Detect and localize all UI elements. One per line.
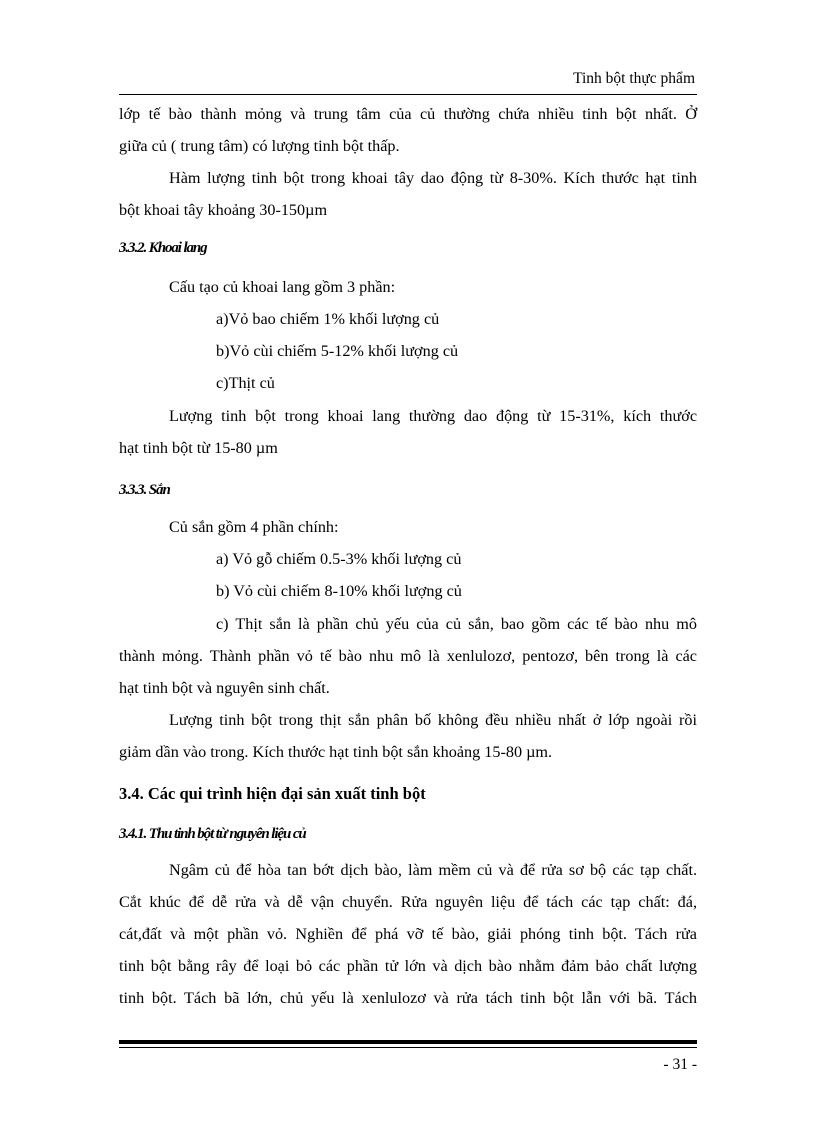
header-rule — [119, 94, 697, 95]
paragraph-root-starch-process — [119, 854, 697, 1014]
san-item-b: b) Vỏ cùi chiếm 8-10% khối lượng củ — [216, 582, 462, 600]
khoai-lang-item-c: c)Thịt củ — [216, 374, 275, 392]
text-line: cát,đất và một phần vỏ. Nghiền để phá vỡ tế bào, giải phóng tinh bột. Tách rửa — [119, 925, 697, 943]
khoai-lang-item-a: a)Vỏ bao chiếm 1% khối lượng củ — [216, 310, 440, 328]
paragraph-khoai-lang-starch — [119, 400, 697, 464]
page-number: - 31 - — [663, 1056, 697, 1073]
footer-rule-thin — [119, 1047, 697, 1048]
text-line: giảm dần vào trong. Kích thước hạt tinh bột sắn khoảng 15-80 µm. — [119, 743, 553, 761]
text-line: Lượng tinh bột trong khoai lang thường dao động từ 15-31%, kích thước — [169, 407, 697, 425]
text-line: hạt tinh bột từ 15-80 µm — [119, 439, 278, 457]
text-line: bột khoai tây khoảng 30-150µm — [119, 201, 328, 219]
paragraph-san-item-c — [119, 608, 697, 704]
text-line: Hàm lượng tinh bột trong khoai tây dao động từ 8-30%. Kích thước hạt tinh — [169, 169, 697, 187]
heading-3-3-2: 3.3.2. Khoai lang — [119, 240, 207, 256]
khoai-lang-item-b: b)Vỏ cùi chiếm 5-12% khối lượng củ — [216, 342, 459, 360]
text-line: tinh bột. Tách bã lớn, chủ yếu là xenlulozơ và rửa tách tinh bột lẫn với bã. Tách — [119, 989, 697, 1007]
heading-3-4: 3.4. Các qui trình hiện đại sản xuất tinh bột — [119, 784, 426, 803]
page-header-title: Tinh bột thực phẩm — [573, 70, 695, 87]
text-line: tinh bột bằng rây để loại bỏ các phần tử lớn và dịch bào nhằm đảm bảo chất lượng — [119, 957, 697, 975]
text-line: Ngâm củ để hòa tan bớt dịch bào, làm mềm củ và để rửa sơ bộ các tạp chất. — [169, 861, 697, 879]
text-line: thành mỏng. Thành phần vỏ tế bào nhu mô là xenlulozơ, pentozơ, bên trong là các — [119, 647, 697, 665]
heading-3-3-3: 3.3.3. Sắn — [119, 482, 170, 498]
san-item-a: a) Vỏ gỗ chiếm 0.5-3% khối lượng củ — [216, 550, 462, 568]
san-intro: Củ sắn gồm 4 phần chính: — [169, 518, 339, 536]
paragraph-potato-starch — [119, 162, 697, 226]
text-line: c) Thịt sắn là phần chủ yếu của củ sắn, bao gồm các tế bào nhu mô — [216, 615, 697, 633]
text-line: Cắt khúc để dễ rửa và dễ vận chuyển. Rửa nguyên liệu để tách các tạp chất: đá, — [119, 893, 697, 911]
text-line: lớp tế bào thành mỏng và trung tâm của củ thường chứa nhiều tinh bột nhất. Ở — [119, 105, 697, 123]
paragraph-potato-continued — [119, 98, 697, 162]
khoai-lang-intro: Cấu tạo củ khoai lang gồm 3 phần: — [169, 278, 396, 296]
heading-3-4-1: 3.4.1. Thu tinh bột từ nguyên liệu củ — [119, 826, 306, 842]
text-line: giữa củ ( trung tâm) có lượng tinh bột thấp. — [119, 137, 400, 155]
footer-rule-thick — [119, 1040, 697, 1044]
paragraph-san-starch — [119, 704, 697, 768]
text-line: hạt tinh bột và nguyên sinh chất. — [119, 679, 330, 697]
text-line: Lượng tinh bột trong thịt sắn phân bố không đều nhiều nhất ở lớp ngoài rồi — [169, 711, 697, 729]
